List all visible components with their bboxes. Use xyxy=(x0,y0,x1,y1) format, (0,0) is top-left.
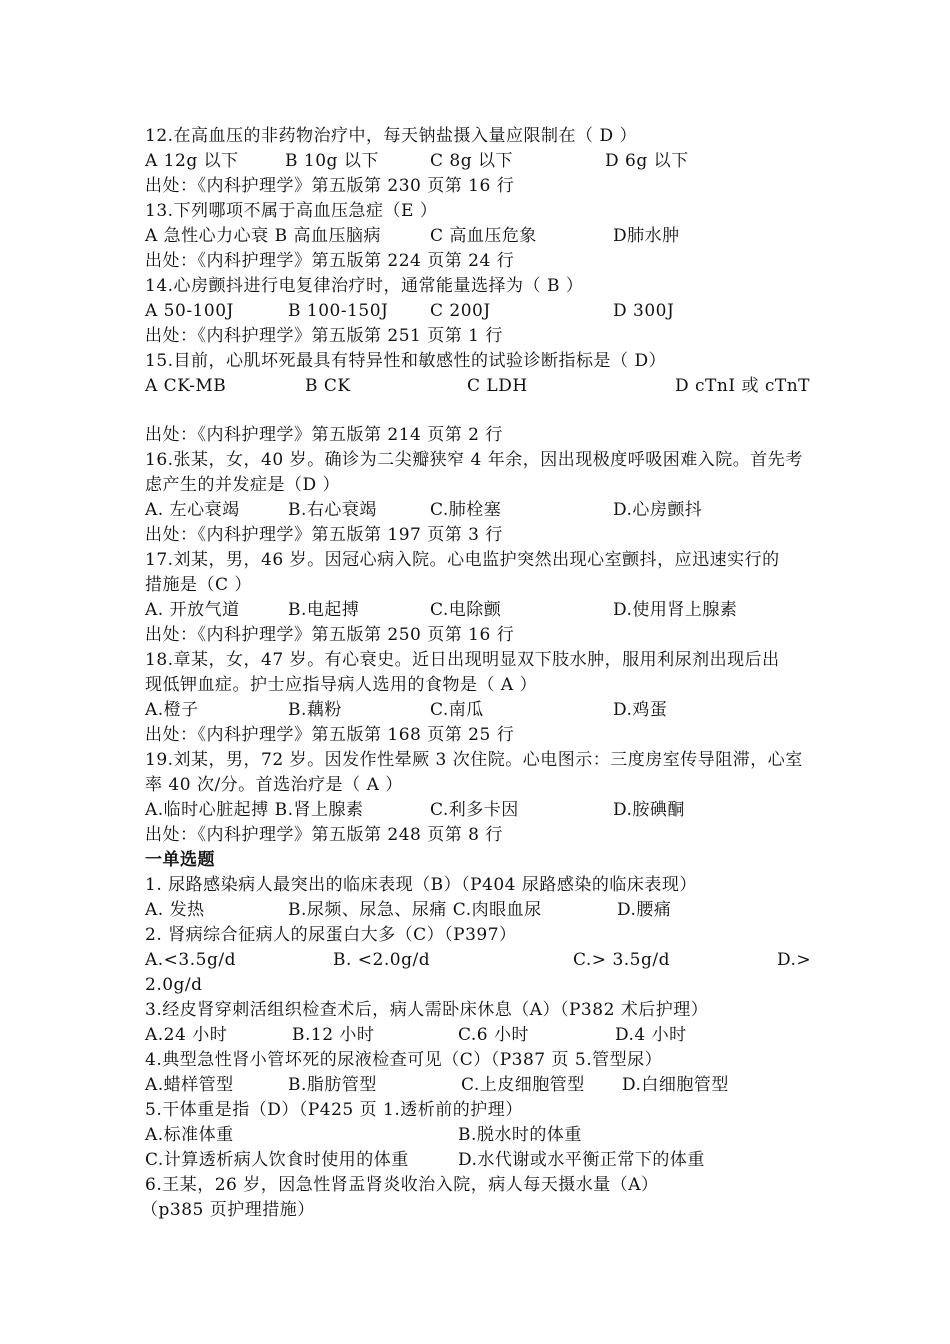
option-c: C.上皮细胞管型 xyxy=(461,1075,585,1095)
option-d: D.水代谢或水平衡正常下的体重 xyxy=(458,1150,705,1170)
option-b: B CK xyxy=(305,376,351,396)
option-b: B 10g 以下 xyxy=(285,151,379,171)
option-d: D.白细胞管型 xyxy=(622,1075,729,1095)
question-16-stem-line-1: 16.张某，女，40 岁。确诊为二尖瓣狭窄 4 年余，因出现极度呼吸困难入院。首先考 xyxy=(145,450,803,470)
option-a: A.蜡样管型 xyxy=(145,1075,234,1095)
question-18-stem-line-1: 18.章某，女，47 岁。有心衰史。近日出现明显双下肢水肿，服用利尿剂出现后出 xyxy=(145,650,780,670)
option-a: A.橙子 xyxy=(145,700,199,720)
option-a: A.<3.5g/d xyxy=(145,950,236,970)
question-3-stem: 3.经皮肾穿刺活组织检查术后，病人需卧床休息（A）（P382 术后护理） xyxy=(145,1000,709,1020)
option-ab: A 急性心力心衰 B 高血压脑病 xyxy=(145,226,381,246)
option-a: A. 开放气道 xyxy=(145,600,240,620)
option-c: C LDH xyxy=(467,376,528,396)
option-d: D.鸡蛋 xyxy=(613,700,668,720)
section-heading: 一单选题 xyxy=(145,850,215,870)
option-d: D肺水肿 xyxy=(613,226,680,246)
question-2-option-d-continued: 2.0g/d xyxy=(145,975,203,995)
question-17-stem-line-1: 17.刘某，男，46 岁。因冠心病入院。心电监护突然出现心室颤抖，应迅速实行的 xyxy=(145,550,780,570)
option-b: B.脱水时的体重 xyxy=(458,1125,582,1145)
option-d: D.腰痛 xyxy=(617,900,672,920)
option-c: C.电除颤 xyxy=(430,600,502,620)
option-a: A. 左心衰竭 xyxy=(145,500,240,520)
option-c: C 高血压危象 xyxy=(430,226,537,246)
question-18-source: 出处：《内科护理学》第五版第 168 页第 25 行 xyxy=(145,725,515,745)
option-c: C 200J xyxy=(430,301,491,321)
option-d: D cTnI 或 cTnT xyxy=(675,376,811,396)
option-a: A CK-MB xyxy=(145,376,227,396)
question-5-stem: 5.干体重是指（D）（P425 页 1.透析前的护理） xyxy=(145,1100,523,1120)
option-c: C.计算透析病人饮食时使用的体重 xyxy=(145,1150,409,1170)
option-c: C.> 3.5g/d xyxy=(573,950,670,970)
question-17-source: 出处：《内科护理学》第五版第 250 页第 16 行 xyxy=(145,625,515,645)
option-b: B.脂肪管型 xyxy=(288,1075,377,1095)
option-c: C.利多卡因 xyxy=(430,800,519,820)
question-12-stem: 12.在高血压的非药物治疗中，每天钠盐摄入量应限制在（ D ） xyxy=(145,126,637,146)
option-d: D 300J xyxy=(613,301,675,321)
question-16-stem-line-2: 虑产生的并发症是（D ） xyxy=(145,475,341,495)
question-18-stem-line-2: 现低钾血症。护士应指导病人选用的食物是（ A ） xyxy=(145,675,538,695)
question-13-source: 出处：《内科护理学》第五版第 224 页第 24 行 xyxy=(145,251,515,271)
question-1-stem: 1. 尿路感染病人最突出的临床表现（B）（P404 尿路感染的临床表现） xyxy=(145,875,697,895)
option-c: C.南瓜 xyxy=(430,700,484,720)
option-a: A 50-100J xyxy=(145,301,234,321)
option-d: D.使用肾上腺素 xyxy=(613,600,738,620)
question-15-stem: 15.目前，心肌坏死最具有特异性和敏感性的试验诊断指标是（ D） xyxy=(145,351,667,371)
question-2-stem: 2. 肾病综合征病人的尿蛋白大多（C）（P397） xyxy=(145,925,517,945)
option-d: D.胺碘酮 xyxy=(613,800,685,820)
option-d: D.> xyxy=(777,950,812,970)
option-d: D 6g 以下 xyxy=(605,151,689,171)
question-6-stem: 6.王某，26 岁，因急性肾盂肾炎收治入院，病人每天摄水量（A） xyxy=(145,1175,659,1195)
option-a: A.24 小时 xyxy=(145,1025,228,1045)
question-4-stem: 4.典型急性肾小管坏死的尿液检查可见（C）（P387 页 5.管型尿） xyxy=(145,1050,663,1070)
option-c: C.肺栓塞 xyxy=(430,500,502,520)
option-bc: B.尿频、尿急、尿痛 C.肉眼血尿 xyxy=(288,900,542,920)
option-a: A. 发热 xyxy=(145,900,205,920)
option-a: A 12g 以下 xyxy=(145,151,239,171)
option-ab: A.临时心脏起搏 B.肾上腺素 xyxy=(145,800,364,820)
option-b: B.电起搏 xyxy=(288,600,360,620)
question-14-stem: 14.心房颤抖进行电复律治疗时，通常能量选择为（ B ） xyxy=(145,276,584,296)
question-17-stem-line-2: 措施是（C ） xyxy=(145,575,252,595)
option-a: A.标准体重 xyxy=(145,1125,234,1145)
question-19-stem-line-1: 19.刘某，男，72 岁。因发作性晕厥 3 次住院。心电图示：三度房室传导阻滞，心室 xyxy=(145,750,803,770)
question-12-source: 出处：《内科护理学》第五版第 230 页第 16 行 xyxy=(145,176,515,196)
option-b: B.藕粉 xyxy=(288,700,342,720)
option-d: D.4 小时 xyxy=(615,1025,687,1045)
option-c: C.6 小时 xyxy=(458,1025,530,1045)
question-13-stem: 13.下列哪项不属于高血压急症（E ） xyxy=(145,201,438,221)
question-6-reference: （p385 页护理措施） xyxy=(141,1200,315,1220)
option-b: B.右心衰竭 xyxy=(288,500,377,520)
question-19-source: 出处：《内科护理学》第五版第 248 页第 8 行 xyxy=(145,825,503,845)
option-b: B.12 小时 xyxy=(292,1025,375,1045)
option-b: B 100-150J xyxy=(288,301,389,321)
option-c: C 8g 以下 xyxy=(430,151,514,171)
option-d: D.心房颤抖 xyxy=(613,500,703,520)
question-15-source: 出处：《内科护理学》第五版第 214 页第 2 行 xyxy=(145,425,503,445)
question-14-source: 出处：《内科护理学》第五版第 251 页第 1 行 xyxy=(145,326,503,346)
question-16-source: 出处：《内科护理学》第五版第 197 页第 3 行 xyxy=(145,525,503,545)
option-b: B. <2.0g/d xyxy=(333,950,431,970)
question-19-stem-line-2: 率 40 次/分。首选治疗是（ A ） xyxy=(145,775,403,795)
